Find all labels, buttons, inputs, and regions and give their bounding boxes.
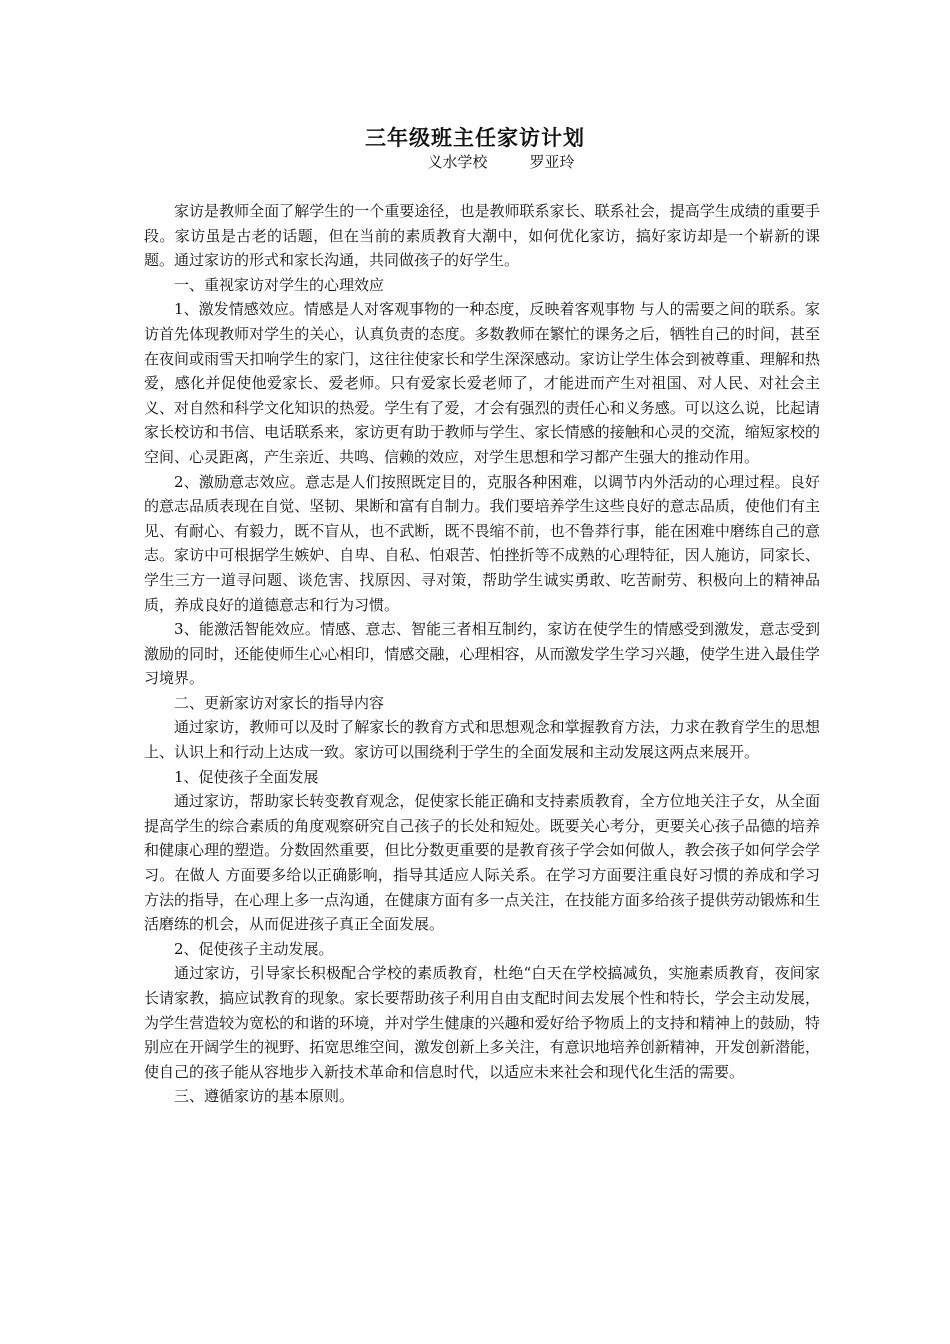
document-title: 三年级班主任家访计划 <box>365 126 585 150</box>
section-heading: 一、重视家访对学生的心理效应 <box>174 275 385 294</box>
document-body <box>144 199 820 1109</box>
subsection-heading: 2、促使孩子主动发展。 <box>174 939 334 958</box>
section-heading: 三、遵循家访的基本原则。 <box>174 1087 355 1106</box>
body-paragraph: 2、激励意志效应。意志是人们按照既定目的，克服各种困难，以调节内外活动的心理过程。良好的意志品质表现在自觉、坚韧、果断和富有自制力。我们要培养学生这些良好的意志品质，使他们有主见、有耐心、有毅力，既不盲从，也不武断，既不畏缩不前，也不鲁莽行事，能在困难中磨练自己的意志。家访中可根据学生嫉妒、自卑、自私、怕艰苦、怕挫折等不成熟的心理特征，因人施访，同家长、学生三方一道寻问题、谈危害、找原因、寻对策，帮助学生诚实勇敢、吃苦耐劳、积极向上的精神品质，养成良好的道德意志和行为习惯。 <box>144 472 820 614</box>
body-paragraph: 通过家访，引导家长积极配合学校的素质教育，杜绝“白天在学校搞减负，实施素质教育，夜间家长请家教，搞应试教育的现象。家长要帮助孩子利用自由支配时间去发展个性和特长，学会主动发展，为学生营造较为宽松的和谐的环境，并对学生健康的兴趣和爱好给予物质上的支持和精神上的鼓励，特别应在开阔学生的视野、拓宽思维空间，激发创新上多关注，有意识地培养创新精神，开发创新潜能，使自己的孩子能从容地步入新技术革命和信息时代，以适应未来社会和现代化生活的需要。 <box>144 964 820 1081</box>
school-name: 义水学校 <box>427 153 488 171</box>
body-paragraph: 通过家访，帮助家长转变教育观念，促使家长能正确和支持素质教育，全方位地关注子女，从全面提高学生的综合素质的角度观察研究自己孩子的长处和短处。既要关心考分，更要关心孩子品德的培养和健康心理的塑造。分数固然重要，但比分数更重要的是教育孩子学会如何做人，教会孩子如何学会学习。在做人 方面要多给以正确影响，指导其适应人际关系。在学习方面要注重良好习惯的养成和学习方法的指导，在心理上多一点沟通，在健康方面有多一点关注，在技能方面多给孩子提供劳动锻炼和生活磨练的机会，从而促进孩子真正全面发展。 <box>144 792 820 934</box>
body-paragraph: 通过家访，教师可以及时了解家长的教育方式和思想观念和掌握教育方法，力求在教育学生的思想上、认识上和行动上达成一致。家访可以围绕利于学生的全面发展和主动发展这两点来展开。 <box>144 718 820 762</box>
intro-paragraph: 家访是教师全面了解学生的一个重要途径，也是教师联系家长、联系社会，提高学生成绩的重要手段。家访虽是古老的话题，但在当前的素质教育大潮中，如何优化家访，搞好家访却是一个崭新的课题。通过家访的形式和家长沟通，共同做孩子的好学生。 <box>144 202 820 270</box>
byline <box>0 151 950 173</box>
section-heading: 二、更新家访对家长的指导内容 <box>174 693 385 712</box>
subsection-heading: 1、促使孩子全面发展 <box>174 767 319 786</box>
body-paragraph: 1、激发情感效应。情感是人对客观事物的一种态度，反映着客观事物 与人的需要之间的联系。家访首先体现教师对学生的关心，认真负责的态度。多数教师在繁忙的课务之后，牺牲自己的时间，甚至在夜间或雨雪天扣响学生的家门，这往往使家长和学生深深感动。家访让学生体会到被尊重、理解和热爱，感化并促使他爱家长、爱老师。只有爱家长爱老师了，才能进而产生对祖国、对人民、对社会主义、对自然和科学文化知识的热爱。学生有了爱，才会有强烈的责任心和义务感。可以这么说，比起请家长校访和书信、电话联系来，家访更有助于教师与学生、家长情感的接触和心灵的交流，缩短家校的空间、心灵距离，产生亲近、共鸣、信赖的效应，对学生思想和学习都产生强大的推动作用。 <box>144 300 820 466</box>
body-paragraph: 3、能激活智能效应。情感、意志、智能三者相互制约，家访在使学生的情感受到激发，意志受到激励的同时，还能使师生心心相印，情感交融，心理相容，从而激发学生学习兴趣，使学生进入最佳学习境界。 <box>144 620 820 688</box>
author-name: 罗亚玲 <box>529 153 575 171</box>
